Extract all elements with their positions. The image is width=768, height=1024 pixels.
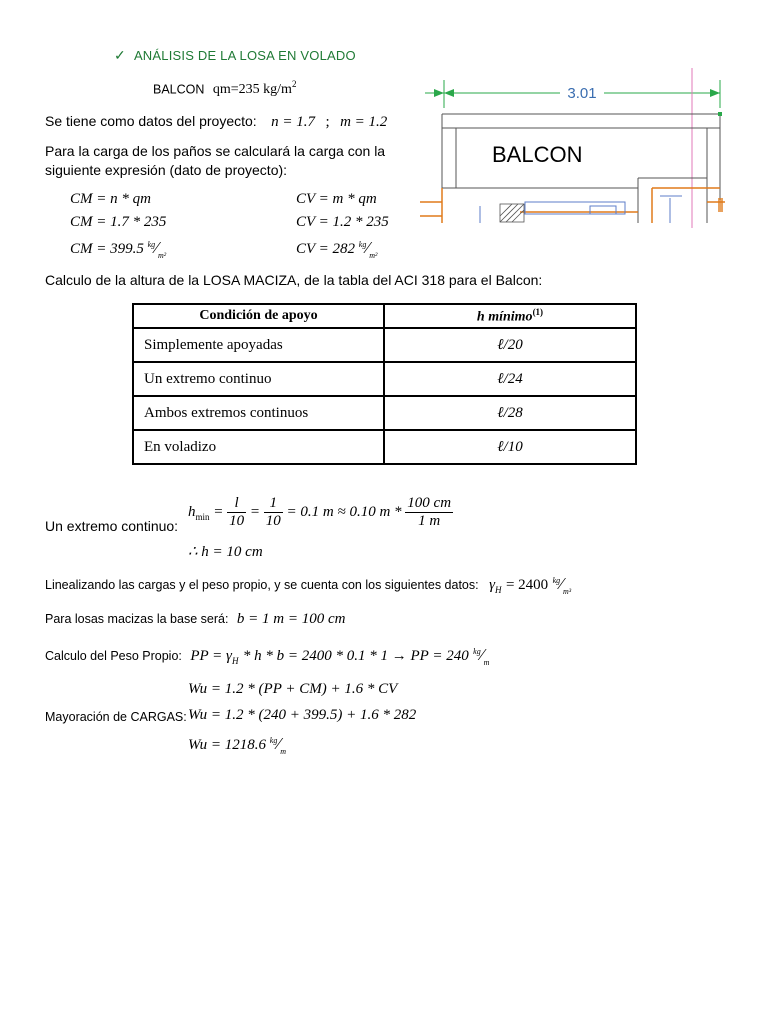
base-text: Para losas macizas la base será: — [45, 612, 229, 626]
frac2-den: 10 — [265, 513, 281, 529]
header-support-condition: Condición de apoyo — [133, 304, 384, 328]
min-height-value: ℓ/10 — [384, 430, 636, 464]
support-condition: Simplemente apoyadas — [133, 328, 384, 362]
table-row — [133, 328, 636, 362]
base-line — [45, 610, 345, 628]
gamma-symbol: γ — [489, 577, 495, 593]
support-condition: En voladizo — [133, 430, 384, 464]
pp-unit-bottom: m — [483, 658, 490, 667]
wu-result-value: Wu = 1218.6 — [188, 737, 267, 753]
cm-result-value: CM = 399.5 — [70, 241, 144, 257]
project-data-label: Se tiene como datos del proyecto: — [45, 113, 257, 129]
balcon-qm-exp: 2 — [291, 79, 297, 89]
pp-gamma-sub: H — [231, 656, 239, 667]
balcon-label: BALCON — [153, 82, 205, 97]
dimension-label: 3.01 — [567, 85, 597, 102]
cm-formula: CM = n * qm — [70, 191, 151, 207]
m-factor: m = 1.2 — [340, 114, 388, 130]
hmin-symbol: h — [188, 503, 196, 520]
heading-text: ANÁLISIS DE LA LOSA EN VOLADO — [133, 48, 356, 63]
frac3-den: 1 m — [418, 513, 441, 529]
balcon-load-line — [153, 79, 296, 98]
gamma-unit-bottom: m³ — [563, 587, 572, 596]
hmin-eq: = — [213, 503, 224, 520]
cm-unit-top: kg — [147, 240, 156, 249]
base-equation: b = 1 m = 100 cm — [236, 611, 346, 627]
hmin-sub: min — [195, 511, 210, 522]
hmin-equation: $h_{min}$ = $\frac{l}{10}$ = $\frac{1}{10}$ = 0.1 m ≈ 0.10 m * $\frac{100 cm}{1 m}$ — [188, 495, 452, 529]
pp-unit-top: kg — [473, 647, 481, 656]
cv-unit-bottom: m² — [369, 251, 378, 260]
intro-line-2: siguiente expresión (dato de proyecto): — [45, 162, 288, 178]
project-data-line — [45, 113, 387, 131]
drawing-balcon-label: BALCON — [492, 142, 583, 167]
linearization-line: Linealizando las cargas y el peso propio, y se cuenta con los siguientes datos: $\gamma_H = 2400$ $^{kg}⁄_{m^3}$ — [45, 574, 572, 596]
cv-result-value: CV = 282 — [296, 241, 356, 257]
support-condition: Un extremo continuo — [133, 362, 384, 396]
hmin-label: Un extremo continuo: — [45, 518, 179, 534]
cv-unit-top: kg — [358, 240, 367, 249]
wu-formula: Wu = 1.2 * (PP + CM) + 1.6 * CV — [188, 681, 398, 697]
cv-formula: CV = m * qm — [296, 191, 377, 207]
gamma-unit-top: kg — [552, 576, 561, 585]
header-min-height-label: h mínimo — [476, 309, 533, 325]
pp-eq-start: PP = γ — [190, 648, 232, 664]
min-height-value: ℓ/28 — [384, 396, 636, 430]
section-heading — [114, 47, 356, 64]
table-row — [133, 396, 636, 430]
pp-eq-end: * h * b = 2400 * 0.1 * 1 → PP = 240 — [242, 648, 469, 664]
aci-intro: Calculo de la altura de la LOSA MACIZA, de la tabla del ACI 318 para el Balcon: — [45, 272, 543, 288]
balcon-plan-drawing — [420, 68, 725, 228]
n-factor: n = 1.7 — [271, 114, 316, 130]
table-row — [133, 430, 636, 464]
checkmark-icon: ✓ — [114, 47, 126, 63]
cm-substitution: CM = 1.7 * 235 — [70, 214, 167, 230]
frac1-num: l — [227, 496, 246, 513]
wu-unit-top: kg — [269, 736, 278, 745]
gamma-sub: H — [494, 585, 502, 596]
frac3-num: 100 cm — [407, 495, 452, 511]
wu-result: Wu = 1218.6 $^{kg}⁄_m$ — [188, 734, 286, 756]
cm-result: CM = 399.5 $^{kg}⁄_{m^2}$ — [70, 238, 167, 260]
table-header-row — [133, 304, 636, 328]
self-weight-line: Calculo del Peso Propio: PP = $\gamma_H * h * b = 2400 * 0.1 * 1$ → PP = 240 $^{kg}⁄_m$ — [45, 645, 490, 667]
gamma-value: = 2400 — [505, 577, 549, 593]
frac2-num: 1 — [264, 496, 283, 513]
cm-unit-bottom: m² — [158, 251, 167, 260]
aci-318-table — [132, 303, 637, 465]
header-footnote: (1) — [532, 306, 544, 317]
balcon-qm-value: qm=235 kg/m — [212, 82, 292, 98]
hmin-result: ∴ h = 10 cm — [188, 544, 263, 560]
factor-separator: ; — [325, 114, 330, 130]
self-weight-text: Calculo del Peso Propio: — [45, 649, 182, 663]
header-min-height — [384, 304, 636, 328]
min-height-value: ℓ/20 — [384, 328, 636, 362]
frac1-den: 10 — [229, 513, 245, 529]
wu-label: Mayoración de CARGAS: — [45, 710, 187, 724]
support-condition: Ambos extremos continuos — [133, 396, 384, 430]
intro-line-1: Para la carga de los paños se calculará la carga con la — [45, 143, 386, 159]
wu-unit-bottom: m — [280, 747, 286, 756]
min-height-value: ℓ/24 — [384, 362, 636, 396]
cv-result: CV = 282 $^{kg}⁄_{m^2}$ — [296, 238, 378, 260]
linearization-text: Linealizando las cargas y el peso propio, y se cuenta con los siguientes datos: — [45, 578, 479, 592]
table-row — [133, 362, 636, 396]
wu-substitution: Wu = 1.2 * (240 + 399.5) + 1.6 * 282 — [188, 707, 417, 723]
cv-substitution: CV = 1.2 * 235 — [296, 214, 389, 230]
hmin-mid: = 0.1 m ≈ 0.10 m * — [286, 503, 402, 520]
